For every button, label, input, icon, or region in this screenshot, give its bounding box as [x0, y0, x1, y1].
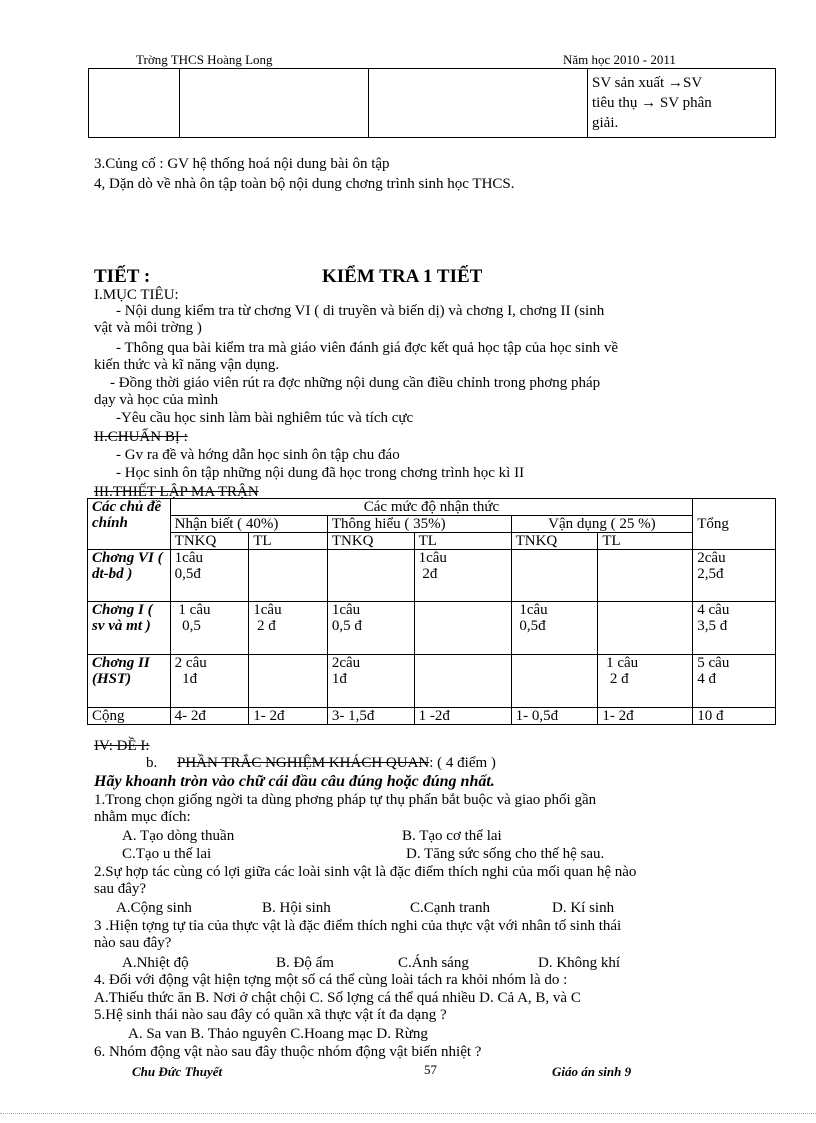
- matrix-sum-cell: 4- 2đ: [170, 708, 249, 725]
- footer-author: Chu Đức Thuyết: [132, 1064, 223, 1079]
- table-cell: [180, 69, 369, 138]
- objective-line: -Yêu cầu học sinh làm bài nghiêm túc và tích cực: [116, 410, 414, 426]
- objective-line: kiến thức và kĩ năng vận dụng.: [94, 357, 280, 373]
- exam-instruction: Hãy khoanh tròn vào chữ cái đầu câu đúng hoặc đúng nhất.: [94, 773, 495, 790]
- matrix-heading: III.THIẾT LẬP MA TRẬN: [94, 484, 259, 500]
- level-van-dung: Vận dụng ( 25 %): [511, 516, 693, 533]
- matrix-levels-header: Các mức độ nhận thức: [170, 499, 693, 516]
- matrix-sum-total: 10 đ: [693, 708, 776, 725]
- lesson-title: KIỂM TRA 1 TIẾT: [322, 266, 483, 287]
- cell-line: SV sản xuất →SV: [592, 75, 703, 91]
- matrix-cell: 2câu 1đ: [327, 655, 414, 708]
- answer-option: B. Độ ẩm: [276, 955, 334, 971]
- cell-line: tiêu thụ → SV phân: [592, 95, 712, 111]
- matrix-cell: 1câu 0,5đ: [511, 602, 598, 655]
- part-prefix: b.: [146, 755, 158, 771]
- matrix-topic: Chơng VI ( dt-bd ): [88, 550, 171, 602]
- matrix-total-header: Tổng: [693, 499, 776, 550]
- answer-option: A.Cộng sinh: [116, 900, 192, 916]
- part-points: : ( 4 điểm ): [429, 755, 496, 771]
- question-2-cont: sau đây?: [94, 881, 147, 897]
- question-1-cont: nhằm mục đích:: [94, 809, 191, 825]
- consolidation-item: 3.Củng cố : GV hệ thống hoá nội dung bài ôn tập: [94, 156, 390, 172]
- answer-option: B. Hội sinh: [262, 900, 331, 916]
- footer-page: 57: [424, 1062, 437, 1077]
- sub-header: TL: [414, 533, 511, 550]
- matrix-topic: Chơng I ( sv và mt ): [88, 602, 171, 655]
- preparation-heading: II.CHUẨN BỊ :: [94, 429, 188, 445]
- continuation-table: [88, 68, 776, 138]
- matrix-cell: [327, 550, 414, 602]
- answer-option: A.Nhiệt độ: [122, 955, 189, 971]
- question-5-options: A. Sa van B. Thảo nguyên C.Hoang mạc D. Rừng: [128, 1026, 428, 1042]
- answer-option: D. Tăng sức sống cho thế hệ sau.: [406, 846, 605, 862]
- header-year: Năm học 2010 - 2011: [563, 52, 676, 67]
- matrix-topic-header: Các chủ đề chính: [88, 499, 171, 550]
- matrix-table: [87, 498, 776, 725]
- matrix-cell: [249, 655, 328, 708]
- homework-item: 4, Dặn dò về nhà ôn tập toàn bộ nội dung chơng trình sinh học THCS.: [94, 176, 515, 192]
- matrix-cell: [249, 550, 328, 602]
- objective-line: - Thông qua bài kiểm tra mà giáo viên đánh giá đợc kết quả học tập của học sinh về: [116, 340, 619, 356]
- matrix-total: 5 câu 4 đ: [693, 655, 776, 708]
- matrix-cell: 1câu 0,5đ: [170, 550, 249, 602]
- matrix-sum-cell: 1 -2đ: [414, 708, 511, 725]
- matrix-total: 4 câu 3,5 đ: [693, 602, 776, 655]
- matrix-cell: 2 câu 1đ: [170, 655, 249, 708]
- preparation-line: - Gv ra đề và hớng dẫn học sinh ôn tập chu đáo: [116, 447, 400, 463]
- question-2: 2.Sự hợp tác cùng có lợi giữa các loài sinh vật là đặc điểm thích nghi của mối quan hệ nào: [94, 864, 637, 880]
- question-4: 4. Đối với động vật hiện tợng một số cá thể cùng loài tách ra khỏi nhóm là do :: [94, 972, 568, 988]
- matrix-sum-cell: 1- 2đ: [598, 708, 693, 725]
- preparation-line: - Học sinh ôn tập những nội dung đã học trong chơng trình học kì II: [116, 465, 525, 481]
- objective-line: dạy và học của mình: [94, 392, 219, 408]
- answer-option: A. Tạo dòng thuần: [122, 828, 235, 844]
- sub-header: TL: [598, 533, 693, 550]
- matrix-cell: [511, 655, 598, 708]
- sub-header: TNKQ: [327, 533, 414, 550]
- cell-line: giải.: [592, 115, 619, 131]
- answer-option: D. Kí sinh: [552, 900, 615, 916]
- matrix-sum-cell: 1- 2đ: [249, 708, 328, 725]
- matrix-cell: [414, 602, 511, 655]
- question-5: 5.Hệ sinh thái nào sau đây có quần xã thực vật ít đa dạng ?: [94, 1007, 447, 1023]
- question-3: 3 .Hiện tợng tự tỉa của thực vật là đặc điểm thích nghi của thực vật với nhân tố sinh thái: [94, 918, 622, 934]
- level-nhan-biet: Nhận biết ( 40%): [170, 516, 327, 533]
- question-3-cont: nào sau đây?: [94, 935, 172, 951]
- sub-header: TNKQ: [170, 533, 249, 550]
- matrix-cell: [414, 655, 511, 708]
- lesson-label: TIẾT :: [94, 266, 151, 287]
- matrix-cell: 1 câu 2 đ: [598, 655, 693, 708]
- question-1: 1.Trong chọn giống ngời ta dùng phơng pháp tự thụ phấn bắt buộc và giao phối gần: [94, 792, 597, 808]
- matrix-sum-cell: 1- 0,5đ: [511, 708, 598, 725]
- matrix-cell: [598, 602, 693, 655]
- objective-line: vật và môi trờng ): [94, 320, 202, 336]
- question-4-options: A.Thiếu thức ăn B. Nơi ở chật chội C. Số lợng cá thể quá nhiều D. Cả A, B, và C: [94, 990, 581, 1006]
- answer-option: B. Tạo cơ thể lai: [402, 828, 502, 844]
- page-divider: [0, 1113, 816, 1114]
- matrix-topic: Chơng II (HST): [88, 655, 171, 708]
- exam-heading: IV: ĐỀ I:: [94, 738, 150, 754]
- table-cell: [588, 69, 776, 138]
- answer-option: C.Ánh sáng: [398, 955, 469, 971]
- answer-option: D. Không khí: [538, 955, 621, 971]
- matrix-sum-label: Cộng: [88, 708, 171, 725]
- header-school: Trờng THCS Hoàng Long: [136, 52, 273, 67]
- part-label: [146, 755, 496, 772]
- answer-option: C.Cạnh tranh: [410, 900, 490, 916]
- matrix-cell: [598, 550, 693, 602]
- question-6: 6. Nhóm động vật nào sau đây thuộc nhóm động vật biến nhiệt ?: [94, 1044, 482, 1060]
- part-title: PHẦN TRẮC NGHIỆM KHÁCH QUAN: [177, 755, 430, 771]
- matrix-cell: 1câu 0,5 đ: [327, 602, 414, 655]
- table-cell: [89, 69, 180, 138]
- footer-doc: Giáo án sinh 9: [552, 1064, 632, 1079]
- objectives-heading: I.MỤC TIÊU:: [94, 287, 179, 303]
- sub-header: TNKQ: [511, 533, 598, 550]
- matrix-cell: 1 câu 0,5: [170, 602, 249, 655]
- objective-line: - Đồng thời giáo viên rút ra đợc những nội dung cần điều chỉnh trong phơng pháp: [110, 375, 601, 391]
- answer-option: C.Tạo u thế lai: [122, 846, 212, 862]
- matrix-total: 2câu 2,5đ: [693, 550, 776, 602]
- matrix-cell: [511, 550, 598, 602]
- level-thong-hieu: Thông hiểu ( 35%): [327, 516, 511, 533]
- matrix-cell: 1câu 2đ: [414, 550, 511, 602]
- table-cell: [369, 69, 588, 138]
- objective-line: - Nội dung kiểm tra từ chơng VI ( di truyền và biến dị) và chơng I, chơng II (sinh: [116, 303, 605, 319]
- sub-header: TL: [249, 533, 328, 550]
- matrix-cell: 1câu 2 đ: [249, 602, 328, 655]
- matrix-sum-cell: 3- 1,5đ: [327, 708, 414, 725]
